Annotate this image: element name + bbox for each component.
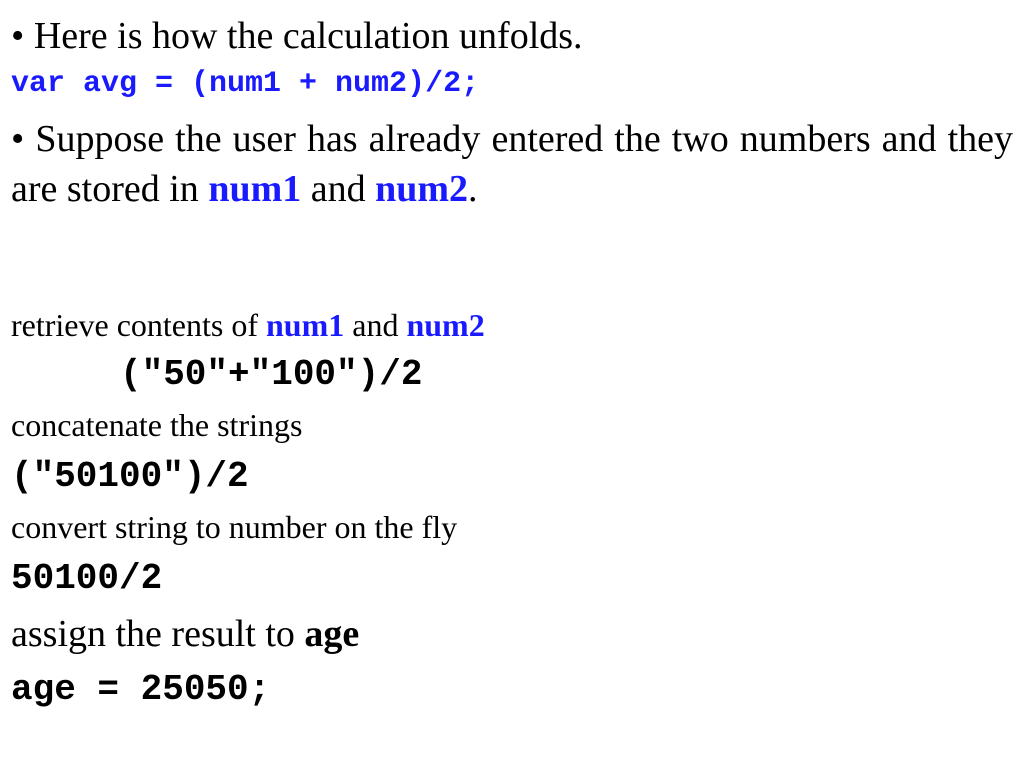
conjunction: and (310, 168, 366, 210)
step-text: assign the result to (11, 613, 295, 655)
assumption-bullet (11, 114, 1013, 214)
step-label: convert string to number on the fly (11, 509, 458, 545)
intro-bullet (11, 14, 583, 58)
step-label (11, 306, 485, 344)
step-code: ("50100")/2 (11, 456, 249, 497)
step-label: concatenate the strings (11, 407, 303, 443)
step-code: ("50"+"100")/2 (120, 354, 423, 395)
step-text: retrieve contents of (11, 307, 258, 343)
bullet-symbol: • (11, 15, 25, 57)
conjunction: and (352, 307, 399, 343)
variable-num1: num1 (208, 168, 302, 210)
code-statement: var avg = (num1 + num2)/2; (11, 67, 480, 101)
step-label (11, 612, 359, 656)
variable-num2: num2 (406, 307, 485, 343)
step-code: age = 25050; (11, 669, 271, 710)
variable-num1: num1 (266, 307, 345, 343)
variable-num2: num2 (375, 168, 469, 210)
step-code: 50100/2 (11, 558, 163, 599)
assumption-text: Suppose the user has already entered the two numbers and they are stored in (11, 118, 1013, 210)
bullet-symbol: • (11, 118, 25, 160)
intro-text: Here is how the calculation unfolds. (33, 15, 583, 57)
period: . (468, 168, 478, 210)
variable-age: age (304, 613, 360, 655)
